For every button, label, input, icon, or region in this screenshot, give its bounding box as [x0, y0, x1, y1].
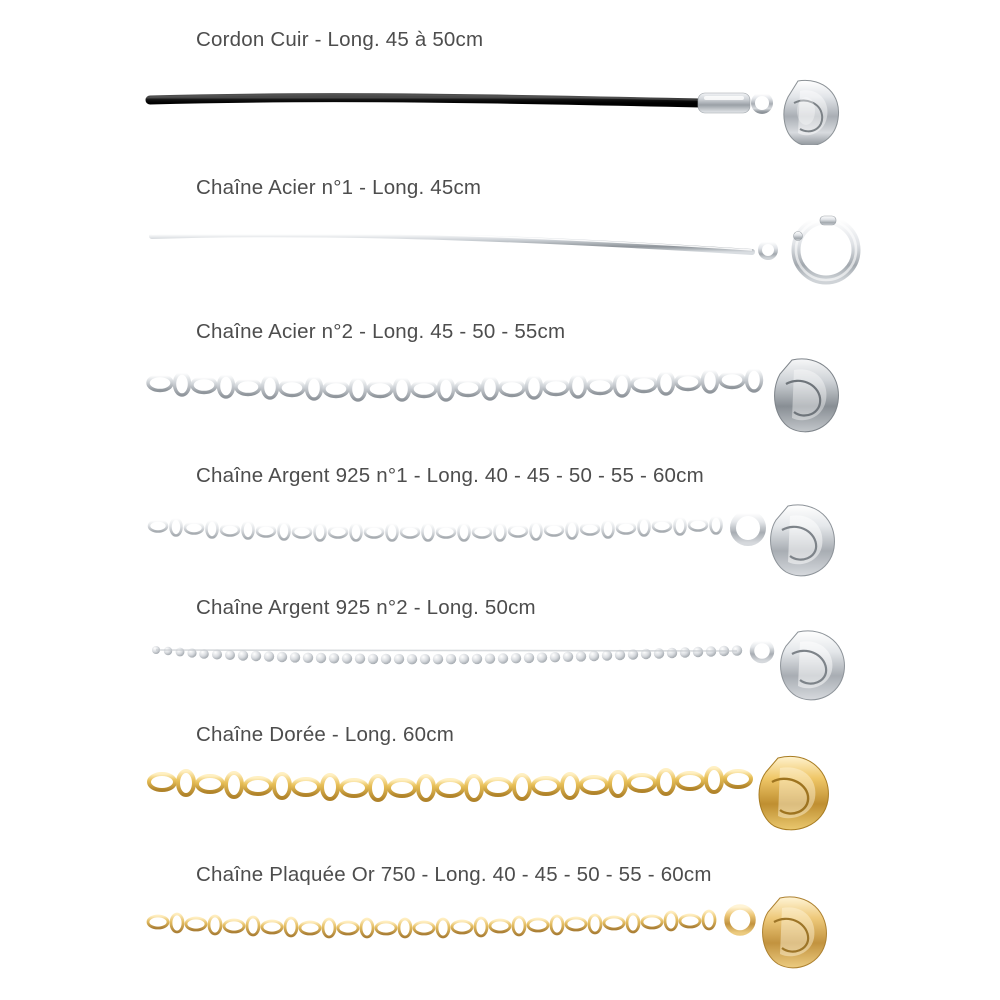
leather-cord-illustration — [0, 55, 1000, 145]
product-label: Chaîne Argent 925 n°1 - Long. 40 - 45 - 50 - 55 - 60cm — [196, 464, 704, 487]
product-label: Chaîne Acier n°2 - Long. 45 - 50 - 55cm — [196, 320, 566, 343]
steel-snake-chain-illustration — [0, 200, 1000, 290]
product-label: Chaîne Acier n°1 - Long. 45cm — [196, 176, 482, 199]
product-label: Chaîne Argent 925 n°2 - Long. 50cm — [196, 596, 536, 619]
product-label: Chaîne Plaquée Or 750 - Long. 40 - 45 - 50 - 55 - 60cm — [196, 863, 712, 886]
gold-750-chain-illustration — [0, 890, 1000, 980]
silver-cable-chain-illustration — [0, 492, 1000, 582]
product-label: Cordon Cuir - Long. 45 à 50cm — [196, 28, 484, 51]
product-label: Chaîne Dorée - Long. 60cm — [196, 723, 454, 746]
silver-bead-chain-illustration — [0, 624, 1000, 714]
steel-cable-chain-illustration — [0, 348, 1000, 438]
gold-chain-illustration — [0, 750, 1000, 840]
